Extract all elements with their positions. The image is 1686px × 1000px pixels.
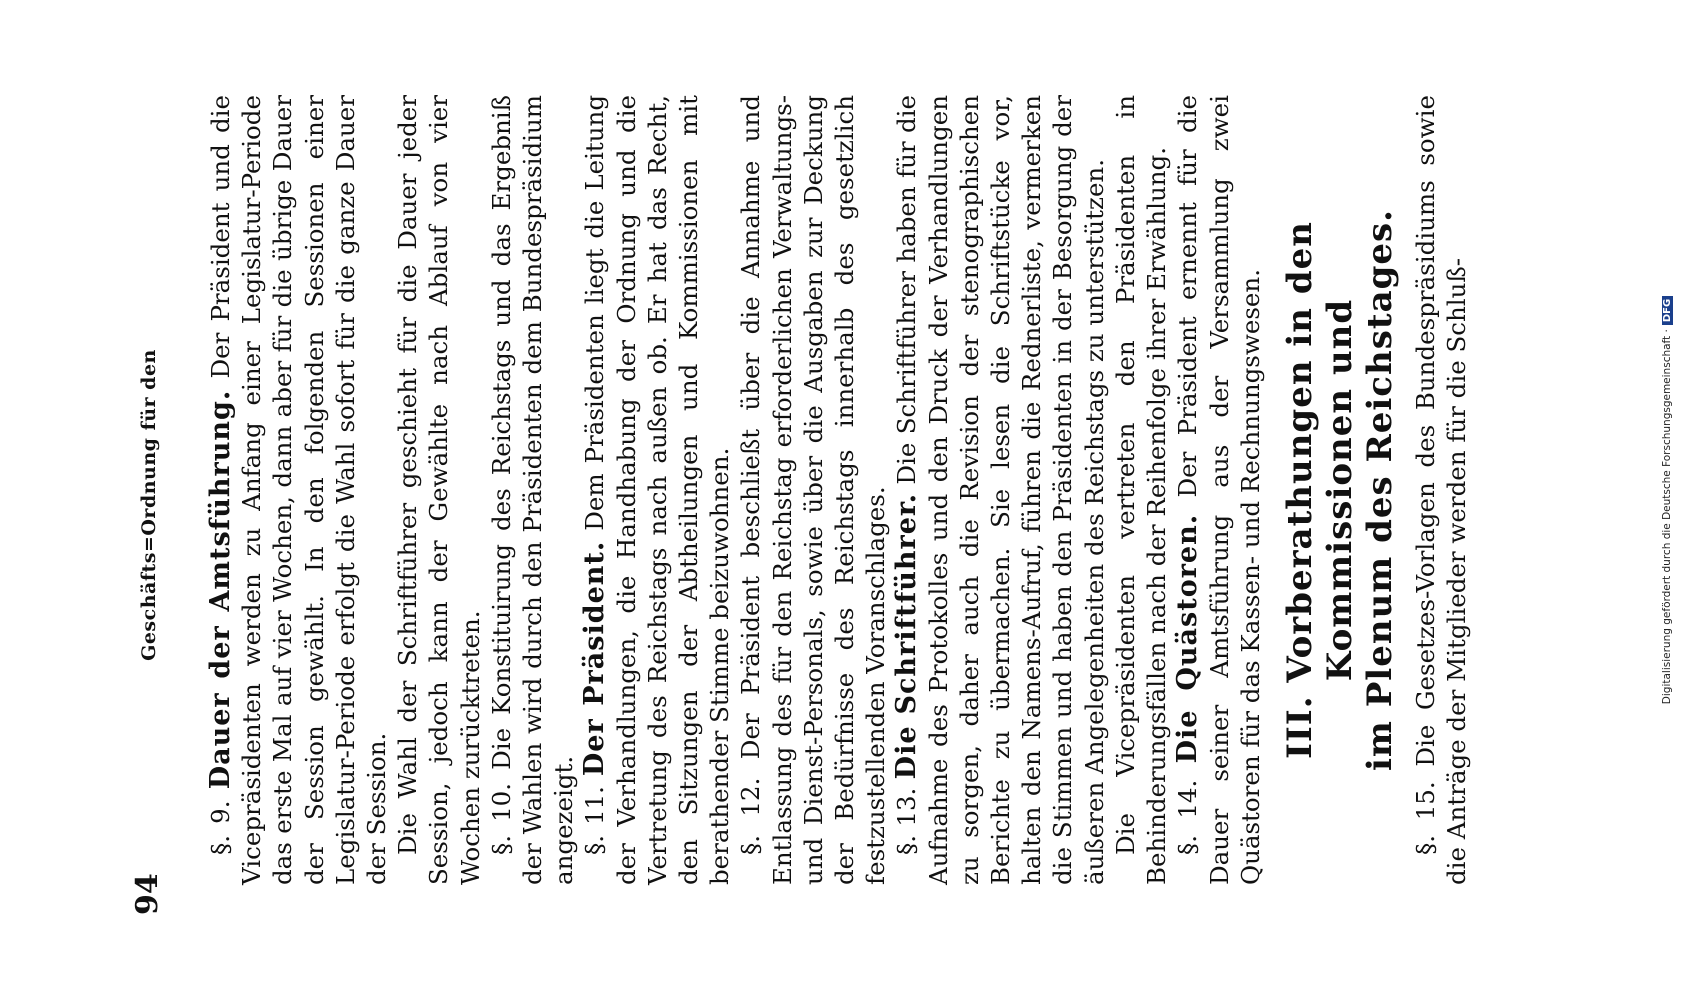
section-number: §. 14. (1173, 779, 1203, 855)
section-number: §. 15. (1410, 781, 1440, 855)
section-text: Der Präsident und die Vicepräsidenten werden zu Anfang einer Legislatur-Periode das erste Mal auf vier Wochen, dann aber für die übrige Dauer der Session gewählt. In den folgenden Sessionen einer Legislatur-Periode erfolgt die Wahl sofort für die ganze Dauer der Session. (206, 94, 392, 885)
chapter-heading-line-2: im Plenum des Reichstages. (1359, 209, 1400, 771)
running-head: Geschäfts=Ordnung für den (138, 349, 160, 661)
section-text: Dem Präsidenten liegt die Leitung der Verhandlungen, die Handhabung der Ordnung und die Vertretung des Reichstags nach außen ob. Er hat das Recht, den Sitzungen der Abtheilungen und Kommissionen mit berathender Stimme beizuwohnen. (580, 94, 735, 885)
section-10 (486, 95, 580, 885)
section-number: §. 12. (736, 777, 766, 855)
section-14 (1172, 95, 1266, 885)
digitization-text: Digitalisierung gefördert durch die Deutsche Forschungsgemeinschaft · (1661, 329, 1673, 705)
document-body (205, 95, 1472, 885)
page-header (120, 95, 180, 915)
section-number: §. 9. (206, 800, 235, 855)
section-text: Der Präsident beschließt über die Annahme und Entlassung des für den Reichstag erforderlichen Verwaltungs- und Dienst-Personals, sowie über die Ausgaben zur Deckung der Bedürfnisse des Reichstags innerhalb des gesetzlich festzustellenden Voranschlages. (736, 95, 891, 885)
section-text: Der Präsident ernennt für die Dauer seiner Amtsführung aus der Versammlung zwei Quästoren für das Kassen- und Rechnungswesen. (1173, 94, 1265, 885)
section-text: Die Schriftführer haben für die Aufnahme des Protokolles und den Druck der Verhandlungen zu sorgen, daher auch die Revision der stenographischen Berichte zu übermachen. Sie lesen die Schriftstücke vor, halten den Namens-Aufruf, führen die Rednerliste, vermerken die Stimmen und haben den Präsidenten in der Besorgung der äußeren Angelegenheiten des Reichstags zu unterstützen. (892, 95, 1109, 885)
section-number: §. 10. (486, 782, 516, 855)
dfg-logo: DFG (1662, 296, 1673, 325)
section-text: Die Gesetzes-Vorlagen des Bundespräsidiums sowie die Anträge der Mitglieder werden für die Schluß- (1410, 95, 1472, 885)
page-number: 94 (130, 873, 165, 915)
section-number: §. 13. (892, 787, 922, 855)
section-15 (1410, 95, 1472, 885)
section-12 (735, 95, 891, 885)
chapter-heading-line-1: III. Vorberathungen in den Kommissionen und (1279, 221, 1360, 760)
section-9 (205, 95, 392, 885)
section-title: Die Quästoren. (1172, 513, 1204, 764)
section-text: Die Konstituirung des Reichstags und das Ergebniß der Wahlen wird durch den Präsidenten dem Bundespräsidium angezeigt. (486, 95, 579, 885)
paragraph: Die Vicepräsidenten vertreten den Präsidenten in Behinderungsfällen nach der Reihenfolge ihrer Erwählung. (1110, 95, 1172, 885)
section-title: Die Schriftführer. (891, 492, 923, 780)
section-title: Der Präsident. (579, 540, 611, 777)
rotated-page (120, 94, 1472, 915)
section-13 (891, 95, 1109, 885)
digitization-note (1661, 170, 1677, 830)
section-11 (579, 95, 735, 885)
chapter-heading (1280, 95, 1400, 885)
paragraph: Die Wahl der Schriftführer geschieht für die Dauer jeder Session, jedoch kann der Gewählte nach Ablauf von vier Wochen zurücktreten. (393, 95, 485, 885)
section-title: Dauer der Amtsführung. (205, 389, 236, 790)
section-number: §. 11. (580, 786, 610, 855)
